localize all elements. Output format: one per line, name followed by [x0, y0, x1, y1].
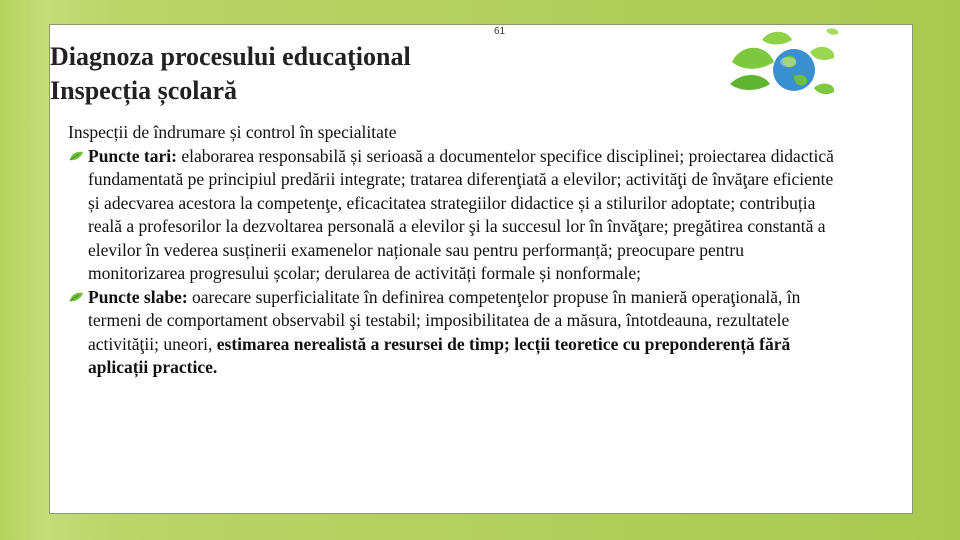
bullet-weaknesses [68, 286, 838, 380]
bullet-weaknesses-label: Puncte slabe: [88, 286, 188, 307]
leaf-bullet-icon [68, 150, 84, 162]
bullet-weaknesses-bold-tail: estimarea nerealistă a resursei de timp; lecții teoretice cu preponderență fără aplicații practice. [88, 333, 791, 377]
globe-leaves-icon [722, 22, 842, 102]
bullet-strengths-label: Puncte tari: [88, 145, 177, 166]
subtitle: Inspecții de îndrumare și control în specialitate [68, 122, 397, 142]
content-body [68, 121, 838, 380]
leaf-bullet-icon [68, 291, 84, 303]
page-title [50, 40, 411, 108]
title-line-1: Diagnoza procesului educaţional [50, 42, 411, 71]
bullet-weaknesses-text: oarecare superficialitate în definirea competenţelor propuse în manieră operaţională, în termeni de comportament observabil şi testabil; imposibilitatea de a măsura, întotdeauna, rezultatele activităţii; uneori, [88, 286, 801, 354]
title-line-2: Inspecția școlară [50, 76, 238, 105]
bullet-strengths [68, 145, 838, 286]
page-number: 61 [494, 26, 506, 37]
bullet-strengths-text: elaborarea responsabilă și serioasă a documentelor specifice disciplinei; proiectarea didactică fundamentată pe principiul predării integrate; tratarea diferenţiată a elevilor; activităţi de învăţare eficiente și adecvarea acestora la competenţe, eficacitatea strategiilor didactice și a stilurilor adoptate; contribuția reală a profesorilor la dezvoltarea personală a elevilor şi la succesul lor în învăţare; pregătirea constantă a elevilor în vederea susținerii examenelor naționale sau pentru performanță; preocupare pentru monitorizarea progresului școlar; derularea de activități formale și nonformale; [88, 145, 834, 283]
